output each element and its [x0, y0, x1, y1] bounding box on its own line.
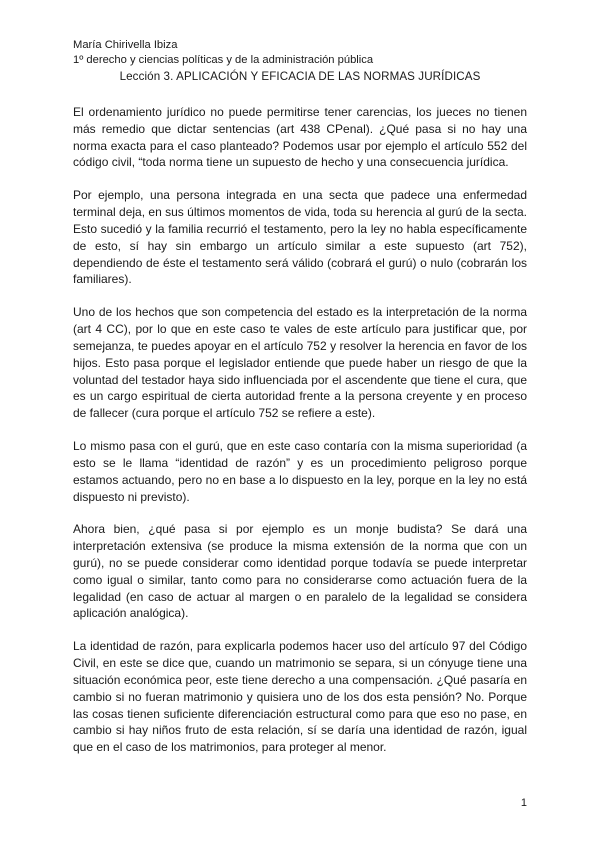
paragraph: La identidad de razón, para explicarla podemos hacer uso del artículo 97 del Código Civil, en este se dice que, cuando un matrimonio se separa, si un cónyuge tiene una situación económica peor, este tiene derecho a una compensación. ¿Qué pasaría en cambio si no fueran matrimonio y quisiera uno de los dos esta pensión? No. Porque las cosas tienen suficiente diferenciación estructural como para que eso no pase, en cambio si hay niños fruto de esta relación, sí se daría una identidad de razón, igual que en el caso de los matrimonios, para proteger al menor. [73, 639, 527, 755]
course-name: 1º derecho y ciencias políticas y de la administración pública [73, 54, 374, 66]
paragraph: Lo mismo pasa con el gurú, que en este caso contaría con la misma superioridad (a esto se le llama “identidad de razón” y es un procedimiento peligroso porque estamos actuando, pero no en base a lo dispuesto en la ley, porque en la ley no está dispuesto ni previsto). [73, 439, 527, 504]
document-body [73, 104, 527, 772]
paragraph: Ahora bien, ¿qué pasa si por ejemplo es un monje budista? Se dará una interpretación extensiva (se produce la misma extensión de la norma que con un gurú), no se puede considerar como identidad porque todavía se puede interpretar como igual o similar, tanto como para no considerarse como actuación fuera de la legalidad (en caso de actuar al margen o en paralelo de la legalidad se considera aplicación analógica). [73, 522, 527, 621]
lesson-title: Lección 3. APLICACIÓN Y EFICACIA DE LAS NORMAS JURÍDICAS [119, 70, 481, 83]
author-name: María Chirivella Ibiza [73, 39, 178, 51]
page-number: 1 [520, 797, 527, 809]
paragraph: El ordenamiento jurídico no puede permitirse tener carencias, los jueces no tienen más remedio que dictar sentencias (art 438 CPenal). ¿Qué pasa si no hay una norma exacta para el caso planteado? Podemos usar por ejemplo el artículo 552 del código civil, “toda norma tiene un supuesto de hecho y una consecuencia jurídica. [73, 105, 527, 170]
paragraph: Por ejemplo, una persona integrada en una secta que padece una enfermedad terminal deja, en sus últimos momentos de vida, toda su herencia al gurú de la secta. Esto sucedió y la familia recurrió el testamento, pero la ley no habla específicamente de esto, sí hay sin embargo un artículo similar a este supuesto (art 752), dependiendo de éste el testamento será válido (cobrará el gurú) o nulo (cobrarán los familiares). [73, 188, 527, 287]
page-header [73, 38, 373, 68]
paragraph: Uno de los hechos que son competencia del estado es la interpretación de la norma (art 4 CC), por lo que en este caso te vales de este artículo para justificar que, por semejanza, te puedes apoyar en el artículo 752 y resolver la herencia en favor de los hijos. Esto pasa porque el legislador entiende que puede haber un riesgo de que la voluntad del testador haya sido influenciada por el ascendente que tiene el cura, que es un cargo espiritual de cierta autoridad frente a la persona creyente y en proceso de fallecer (cura porque el artículo 752 se refiere a este). [73, 305, 527, 421]
